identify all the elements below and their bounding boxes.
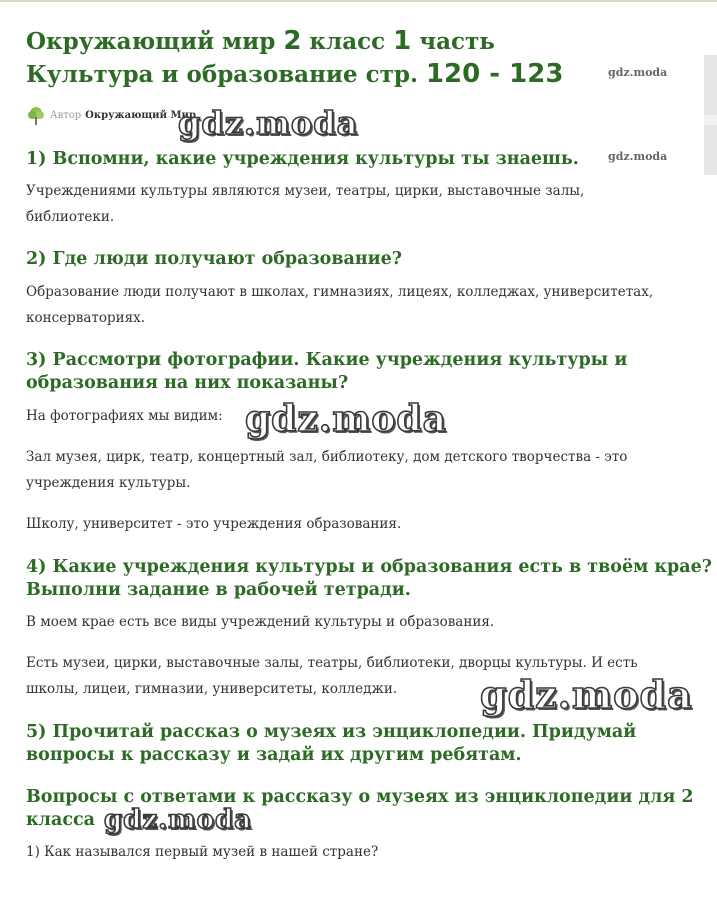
section-4-answer-1: В моем крае есть все виды учреждений культуры и образования.	[26, 614, 495, 630]
section-3-education: Школу, университет - это учреждения образования.	[26, 516, 402, 532]
questions-subheading: Вопросы с ответами к рассказу о музеях из энциклопедии для 2 класса	[26, 787, 694, 830]
section-heading-3: 3) Рассмотри фотографии. Какие учреждения культуры и образования на них показаны?	[26, 350, 628, 393]
section-2-answer: Образование люди получают в школах, гимназиях, лицеях, колледжах, университетах, консерваториях.	[26, 284, 654, 326]
section-heading-1: 1) Вспомни, какие учреждения культуры ты знаешь.	[26, 149, 579, 169]
page-title: Окружающий мир 2 класс 1 часть Культура и образование стр. 120 - 123	[26, 26, 564, 89]
watermark-big: gdz.moda	[104, 805, 253, 835]
question-1: 1) Как назывался первый музей в нашей стране?	[26, 844, 379, 860]
watermark-small: gdz.moda	[608, 150, 668, 163]
watermark-big: gdz.moda	[178, 104, 359, 142]
watermark-big: gdz.moda	[480, 672, 693, 717]
section-heading-2: 2) Где люди получают образование?	[26, 249, 403, 269]
section-3-culture: Зал музея, цирк, театр, концертный зал, библиотеку, дом детского творчества - это учреждения культуры.	[26, 449, 628, 491]
author-link[interactable]: Окружающий Мир	[85, 110, 196, 121]
right-sidebar-strip	[704, 55, 717, 175]
watermark-small: gdz.moda	[608, 66, 668, 79]
section-1-answer: Учреждениями культуры являются музеи, театры, цирки, выставочные залы, библиотеки.	[26, 183, 585, 225]
sidebar-block	[704, 125, 717, 175]
section-4-answer-2: Есть музеи, цирки, выставочные залы, театры, библиотеки, дворцы культуры. И есть школы, лицеи, гимназии, университеты, колледжи.	[26, 655, 638, 697]
author-line	[26, 106, 196, 126]
section-3-intro: На фотографиях мы видим:	[26, 408, 223, 424]
author-label: Автор	[50, 110, 82, 121]
tree-icon	[26, 106, 46, 126]
section-heading-5: 5) Прочитай рассказ о музеях из энциклопедии. Придумай вопросы к рассказу и задай их другим ребятам.	[26, 722, 637, 765]
top-divider	[0, 0, 717, 2]
section-heading-4: 4) Какие учреждения культуры и образования есть в твоём крае? Выполни задание в рабочей тетради.	[26, 557, 712, 600]
sidebar-block	[704, 55, 717, 115]
watermark-big: gdz.moda	[245, 398, 447, 440]
